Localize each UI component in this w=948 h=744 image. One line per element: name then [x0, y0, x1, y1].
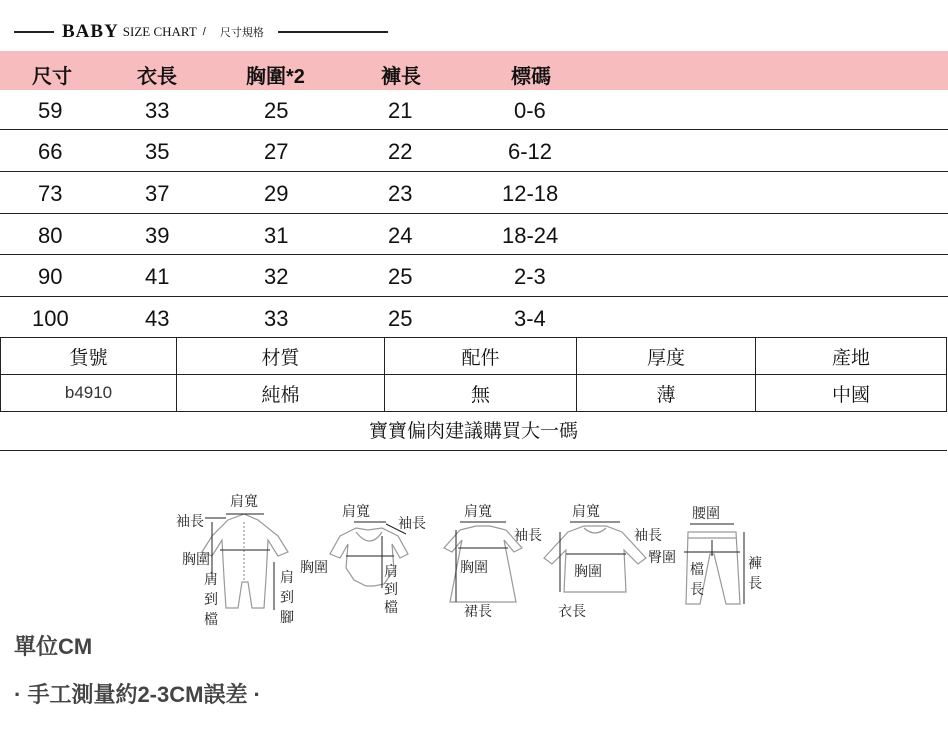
cell-size: 59 — [38, 98, 63, 123]
cell-length: 43 — [145, 306, 170, 331]
cell-length: 41 — [145, 264, 170, 289]
label-pants-length-1: 褲 — [748, 556, 762, 572]
info-material: 純棉 — [177, 375, 385, 412]
col-header-length: 衣長 — [137, 66, 177, 88]
cell-size: 66 — [38, 139, 63, 164]
label-shoulder-foot-3: 腳 — [280, 610, 294, 626]
cell-chest: 31 — [264, 223, 289, 248]
cell-size: 100 — [32, 306, 69, 331]
cell-tag: 0-6 — [514, 98, 546, 123]
info-thickness: 薄 — [577, 375, 756, 412]
col-header-pants: 褲長 — [381, 66, 421, 88]
unit-label: 單位CM — [14, 634, 93, 659]
cell-tag: 6-12 — [508, 139, 553, 164]
info-item-no: b4910 — [1, 375, 177, 412]
info-origin: 中國 — [756, 375, 947, 412]
cell-pants: 22 — [388, 139, 413, 164]
chart-subtitle-zh: 尺寸規格 — [219, 27, 264, 39]
label-skirt-length: 裙長 — [464, 604, 492, 620]
label-shoulder: 肩寬 — [230, 494, 258, 510]
label-sleeve: 袖長 — [398, 516, 426, 532]
row-divider — [0, 254, 948, 255]
info-header-accessory: 配件 — [385, 338, 577, 375]
label-shoulder-crotch-2: 到 — [384, 582, 398, 598]
chart-subtitle: SIZE CHART — [122, 24, 197, 39]
label-shoulder: 肩寬 — [464, 504, 492, 520]
info-header-origin: 產地 — [756, 338, 947, 375]
label-chest: 胸圍 — [574, 564, 602, 580]
cell-pants: 21 — [388, 98, 413, 123]
label-shoulder-crotch-3: 檔 — [384, 600, 398, 616]
cell-size: 80 — [38, 223, 63, 248]
cell-chest: 32 — [264, 264, 289, 289]
label-chest: 胸圍 — [460, 560, 488, 576]
cell-chest: 29 — [264, 181, 289, 206]
cell-length: 35 — [145, 139, 170, 164]
label-waist: 腰圍 — [692, 506, 720, 522]
label-shoulder: 肩寬 — [572, 504, 600, 520]
label-shoulder-foot-2: 到 — [280, 590, 294, 606]
info-accessory: 無 — [385, 375, 577, 412]
row-divider — [0, 213, 948, 214]
label-crotch-2: 長 — [690, 582, 704, 598]
cell-length: 39 — [145, 223, 170, 248]
cell-chest: 25 — [264, 98, 289, 123]
size-advice-note: 寶寶偏肉建議購買大一碼 — [0, 413, 947, 451]
col-header-size: 尺寸 — [32, 66, 72, 88]
col-header-chest: 胸圍*2 — [246, 66, 305, 88]
info-value-row — [1, 375, 947, 412]
shirt-diagram — [544, 526, 646, 592]
header-rule-right — [278, 31, 388, 33]
info-header-item-no: 貨號 — [1, 338, 177, 375]
cell-size: 73 — [38, 181, 63, 206]
chart-header — [14, 20, 388, 44]
product-info-table — [0, 337, 947, 412]
label-length: 衣長 — [558, 604, 586, 620]
cell-chest: 27 — [264, 139, 289, 164]
label-chest: 胸圍 — [182, 552, 210, 568]
cell-tag: 2-3 — [514, 264, 546, 289]
label-shoulder-crotch-1: 肩 — [384, 564, 398, 580]
header-rule-left — [14, 31, 54, 33]
cell-tag: 18-24 — [502, 223, 559, 248]
cell-pants: 25 — [388, 264, 413, 289]
label-shoulder-crotch-1: 肩 — [204, 572, 218, 588]
cell-tag: 3-4 — [514, 306, 546, 331]
measurement-diagrams — [160, 492, 780, 628]
cell-pants: 25 — [388, 306, 413, 331]
row-divider — [0, 171, 948, 172]
cell-pants: 23 — [388, 181, 413, 206]
label-crotch-1: 檔 — [690, 562, 704, 578]
label-shoulder-crotch-2: 到 — [204, 592, 218, 608]
measurement-error-note: · 手工測量約2-3CM誤差 · — [14, 682, 261, 707]
row-divider — [0, 296, 948, 297]
info-header-material: 材質 — [177, 338, 385, 375]
header-slash: / — [202, 26, 206, 38]
label-chest: 胸圍 — [300, 560, 328, 576]
row-divider — [0, 129, 948, 130]
label-sleeve: 袖長 — [176, 514, 204, 530]
info-header-thickness: 厚度 — [577, 338, 756, 375]
cell-chest: 33 — [264, 306, 289, 331]
cell-size: 90 — [38, 264, 63, 289]
label-sleeve: 袖長 — [634, 528, 662, 544]
brand-title: BABY — [62, 21, 119, 42]
info-header-row — [1, 338, 947, 375]
label-pants-length-2: 長 — [748, 576, 762, 592]
cell-length: 33 — [145, 98, 170, 123]
cell-tag: 12-18 — [502, 181, 559, 206]
label-shoulder: 肩寬 — [342, 504, 370, 520]
label-shoulder-foot-1: 肩 — [280, 570, 294, 586]
label-hip: 臀圍 — [648, 550, 676, 566]
cell-length: 37 — [145, 181, 170, 206]
label-shoulder-crotch-3: 檔 — [204, 612, 218, 628]
label-sleeve: 袖長 — [514, 528, 542, 544]
cell-pants: 24 — [388, 223, 413, 248]
col-header-tag: 標碼 — [511, 66, 551, 88]
